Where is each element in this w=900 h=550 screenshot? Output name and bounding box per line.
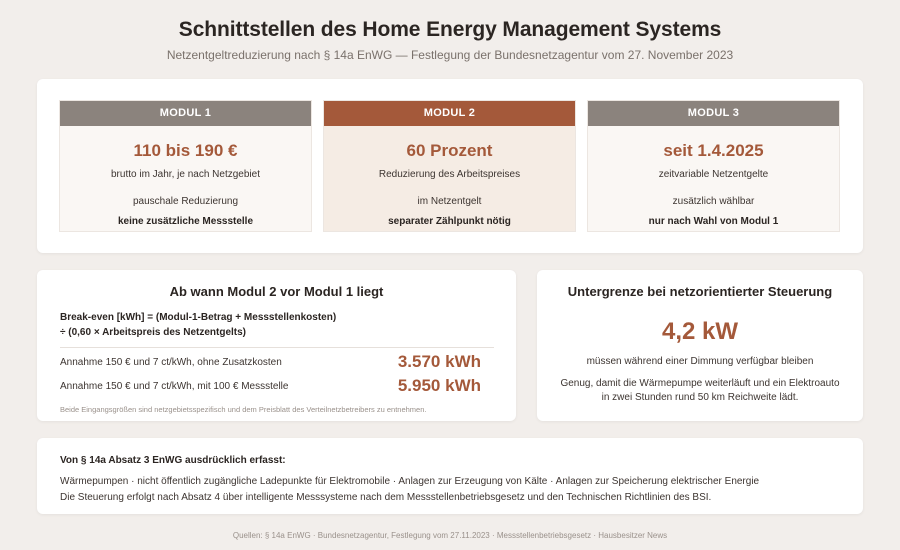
module-3-card <box>587 100 840 232</box>
breakeven-row-value: 5.950 kWh <box>397 376 481 395</box>
module-1-card <box>59 100 312 232</box>
scope-line-2: Die Steuerung erfolgt nach Absatz 4 über intelligente Messsysteme nach dem Messstellenbetriebsgesetz und den Technischen Richtlinien des BSI. <box>60 492 712 503</box>
modules-panel <box>37 79 863 253</box>
module-3-line-3: nur nach Wahl von Modul 1 <box>648 216 779 227</box>
module-3-value: seit 1.4.2025 <box>663 141 764 160</box>
limit-value: 4,2 kW <box>661 318 739 345</box>
divider <box>60 347 494 348</box>
breakeven-row-value: 3.570 kWh <box>397 352 481 371</box>
formula-line-1: Break-even [kWh] = (Modul-1-Betrag + Messstellenkosten) <box>60 312 337 323</box>
scope-title: Von § 14a Absatz 3 EnWG ausdrücklich erfasst: <box>60 455 286 466</box>
limit-text-2: Genug, damit die Wärmepumpe weiterläuft und ein Elektroauto in zwei Stunden rund 50 km Reichweite lädt. <box>560 378 840 403</box>
module-3-line-2: zusätzlich wählbar <box>672 196 755 207</box>
breakeven-panel <box>37 270 516 421</box>
breakeven-row-label: Annahme 150 € und 7 ct/kWh, mit 100 € Messstelle <box>60 381 289 392</box>
module-2-line-3: separater Zählpunkt nötig <box>388 216 511 227</box>
module-3-label: MODUL 3 <box>588 101 839 126</box>
breakeven-row <box>60 352 494 374</box>
module-1-label: MODUL 1 <box>60 101 311 126</box>
module-2-card <box>323 100 576 232</box>
scope-line-1: Wärmepumpen · nicht öffentlich zugängliche Ladepunkte für Elektromobile · Anlagen zur Erzeugung von Kälte · Anlagen zur Speicherung elektrischer Energie <box>60 476 760 487</box>
page-header <box>0 18 900 62</box>
limit-text-1: müssen während einer Dimmung verfügbar bleiben <box>586 356 814 367</box>
module-2-line-1: Reduzierung des Arbeitspreises <box>378 169 521 180</box>
breakeven-formula <box>60 310 336 340</box>
breakeven-row <box>60 376 494 398</box>
breakeven-footnote: Beide Eingangsgrößen sind netzgebietsspezifisch und dem Preisblatt des Verteilnetzbetreibers zu entnehmen. <box>60 405 427 414</box>
scope-panel <box>37 438 863 514</box>
page-subtitle: Netzentgeltreduzierung nach § 14a EnWG — Festlegung der Bundesnetzagentur vom 27. November 2023 <box>166 48 734 62</box>
module-2-value: 60 Prozent <box>406 141 493 160</box>
module-1-line-1: brutto im Jahr, je nach Netzgebiet <box>111 169 260 180</box>
limit-title: Untergrenze bei netzorientierter Steuerung <box>567 284 833 299</box>
page-title: Schnittstellen des Home Energy Management Systems <box>178 18 722 41</box>
limit-panel <box>537 270 863 421</box>
module-2-line-2: im Netzentgelt <box>417 196 482 207</box>
module-3-line-1: zeitvariable Netzentgelte <box>658 169 769 180</box>
formula-line-2: ÷ (0,60 × Arbeitspreis des Netzentgelts) <box>60 327 247 338</box>
module-2-label: MODUL 2 <box>324 101 575 126</box>
sources-footer: Quellen: § 14a EnWG · Bundesnetzagentur, Festlegung vom 27.11.2023 · Messstellenbetriebsgesetz · Hausbesitzer News <box>232 531 668 540</box>
breakeven-row-label: Annahme 150 € und 7 ct/kWh, ohne Zusatzkosten <box>60 357 282 368</box>
module-1-value: 110 bis 190 € <box>133 141 238 160</box>
breakeven-title: Ab wann Modul 2 vor Modul 1 liegt <box>169 284 384 299</box>
module-1-line-2: pauschale Reduzierung <box>132 196 239 207</box>
module-1-line-3: keine zusätzliche Messstelle <box>117 216 254 227</box>
